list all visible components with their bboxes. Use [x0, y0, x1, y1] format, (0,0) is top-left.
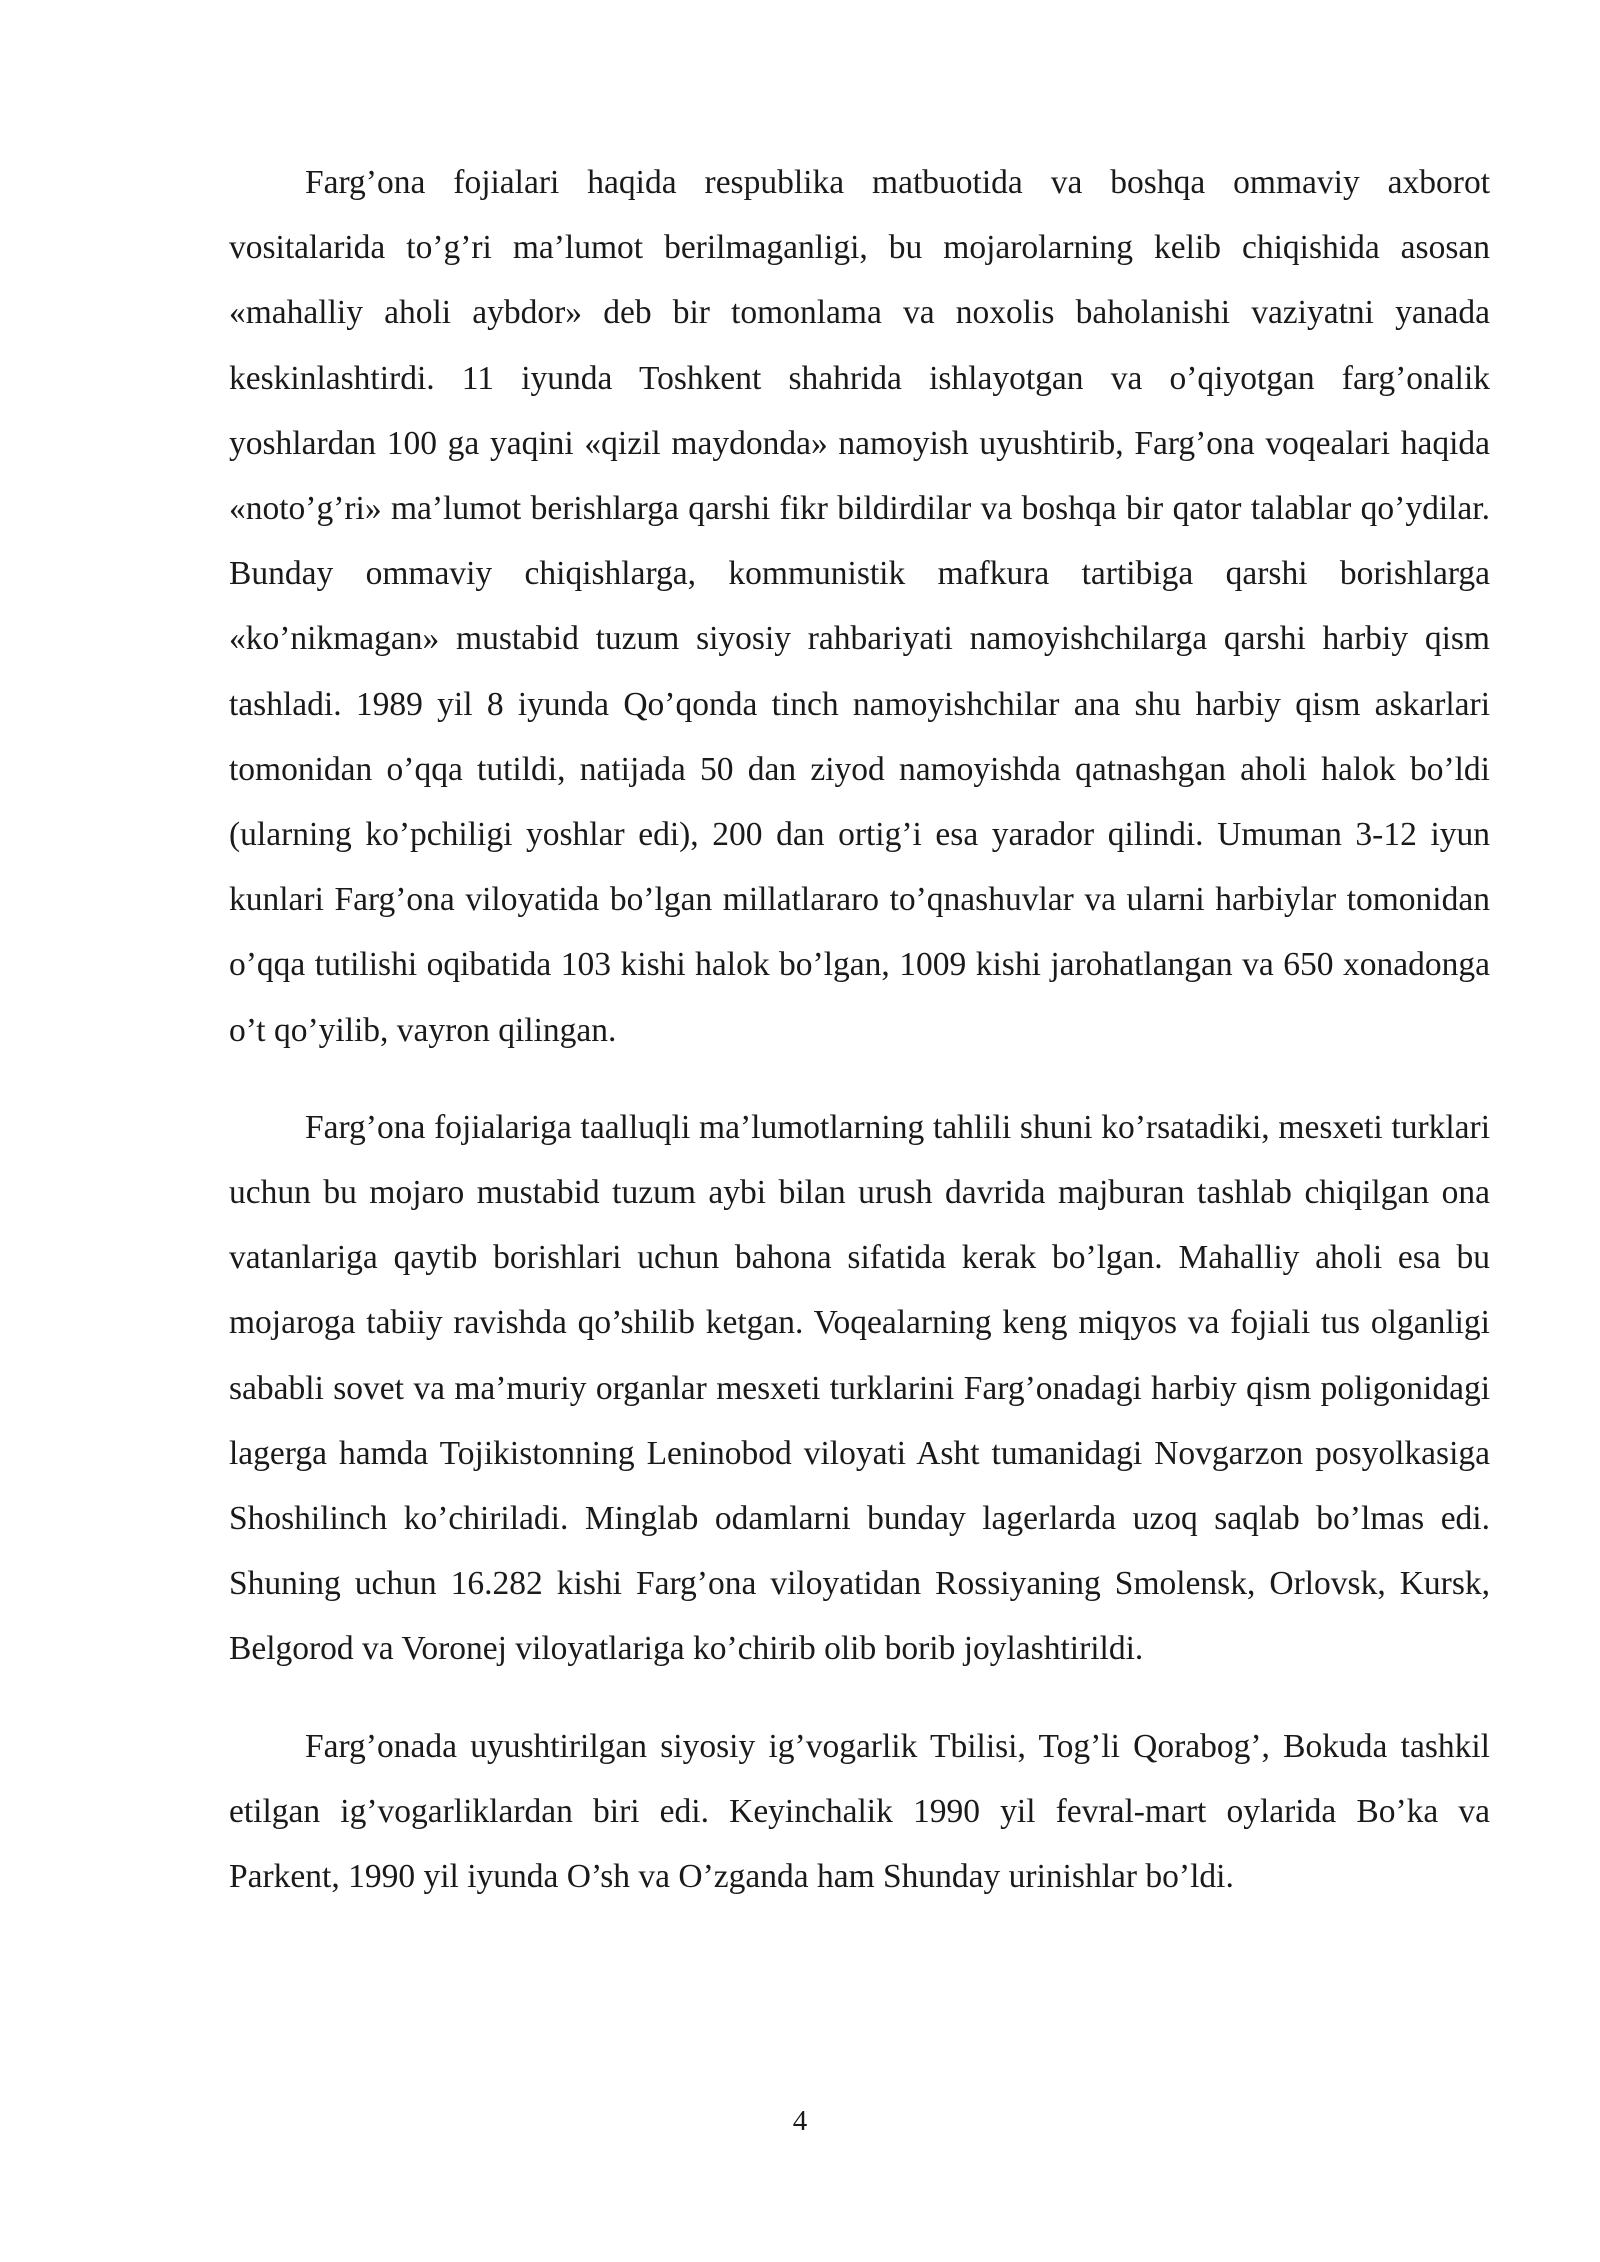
paragraph-3: Farg’onada uyushtirilgan siyosiy ig’vogarlik Tbilisi, Tog’li Qorabog’, Bokuda tashkil etilgan ig’vogarliklardan biri edi. Keyinchalik 1990 yil fevral-mart oylarida Bo’ka va Parkent, 1990 yil iyunda O’sh va O’zganda ham Shunday urinishlar bo’ldi. — [229, 1727, 1490, 1896]
paragraph-2: Farg’ona fojialariga taalluqli ma’lumotlarning tahlili shuni ko’rsatadiki, mesxeti turklari uchun bu mojaro mustabid tuzum aybi bilan urush davrida majburan tashlab chiqilgan ona vatanlariga qaytib borishlari uchun bahona sifatida kerak bo’lgan. Mahalliy aholi esa bu mojaroga tabiiy ravishda qo’shilib ketgan. Voqealarning keng miqyos va fojiali tus olganligi sababli sovet va ma’muriy organlar mesxeti turklarini Farg’onadagi harbiy qism poligonidagi lagerga hamda Tojikistonning Leninobod viloyati Asht tumanidagi Novgarzon posyolkasiga Shoshilinch ko’chiriladi. Minglab odamlarni bunday lagerlarda uzoq saqlab bo’lmas edi. Shuning uchun 16.282 kishi Farg’ona viloyatidan Rossiyaning Smolensk, Orlovsk, Kursk, Belgorod va Voronej viloyatlariga ko’chirib olib borib joylashtirildi. — [229, 1108, 1490, 1668]
page-number: 4 — [792, 2105, 808, 2137]
paragraph-1: Farg’ona fojialari haqida respublika matbuotida va boshqa ommaviy axborot vositalarida to’g’ri ma’lumot berilmaganligi, bu mojarolarning kelib chiqishida asosan «mahalliy aholi aybdor» deb bir tomonlama va noxolis baholanishi vaziyatni yanada keskinlashtirdi. 11 iyunda Toshkent shahrida ishlayotgan va o’qiyotgan farg’onalik yoshlardan 100 ga yaqini «qizil maydonda» namoyish uyushtirib, Farg’ona voqealari haqida «noto’g’ri» ma’lumot berishlarga qarshi fikr bildirdilar va boshqa bir qator talablar qo’ydilar. Bunday ommaviy chiqishlarga, kommunistik mafkura tartibiga qarshi borishlarga «ko’nikmagan» mustabid tuzum siyosiy rahbariyati namoyishchilarga qarshi harbiy qism tashladi. 1989 yil 8 iyunda Qo’qonda tinch namoyishchilar ana shu harbiy qism askarlari tomonidan o’qqa tutildi, natijada 50 dan ziyod namoyishda qatnashgan aholi halok bo’ldi (ularning ko’pchiligi yoshlar edi), 200 dan ortig’i esa yarador qilindi. Umuman 3-12 iyun kunlari Farg’ona viloyatida bo’lgan millatlararo to’qnashuvlar va ularni harbiylar tomonidan o’qqa tutilishi oqibatida 103 kishi halok bo’lgan, 1009 kishi jarohatlangan va 650 xonadonga o’t qo’yilib, vayron qilingan. — [229, 164, 1490, 1049]
document-body — [229, 150, 1490, 1909]
